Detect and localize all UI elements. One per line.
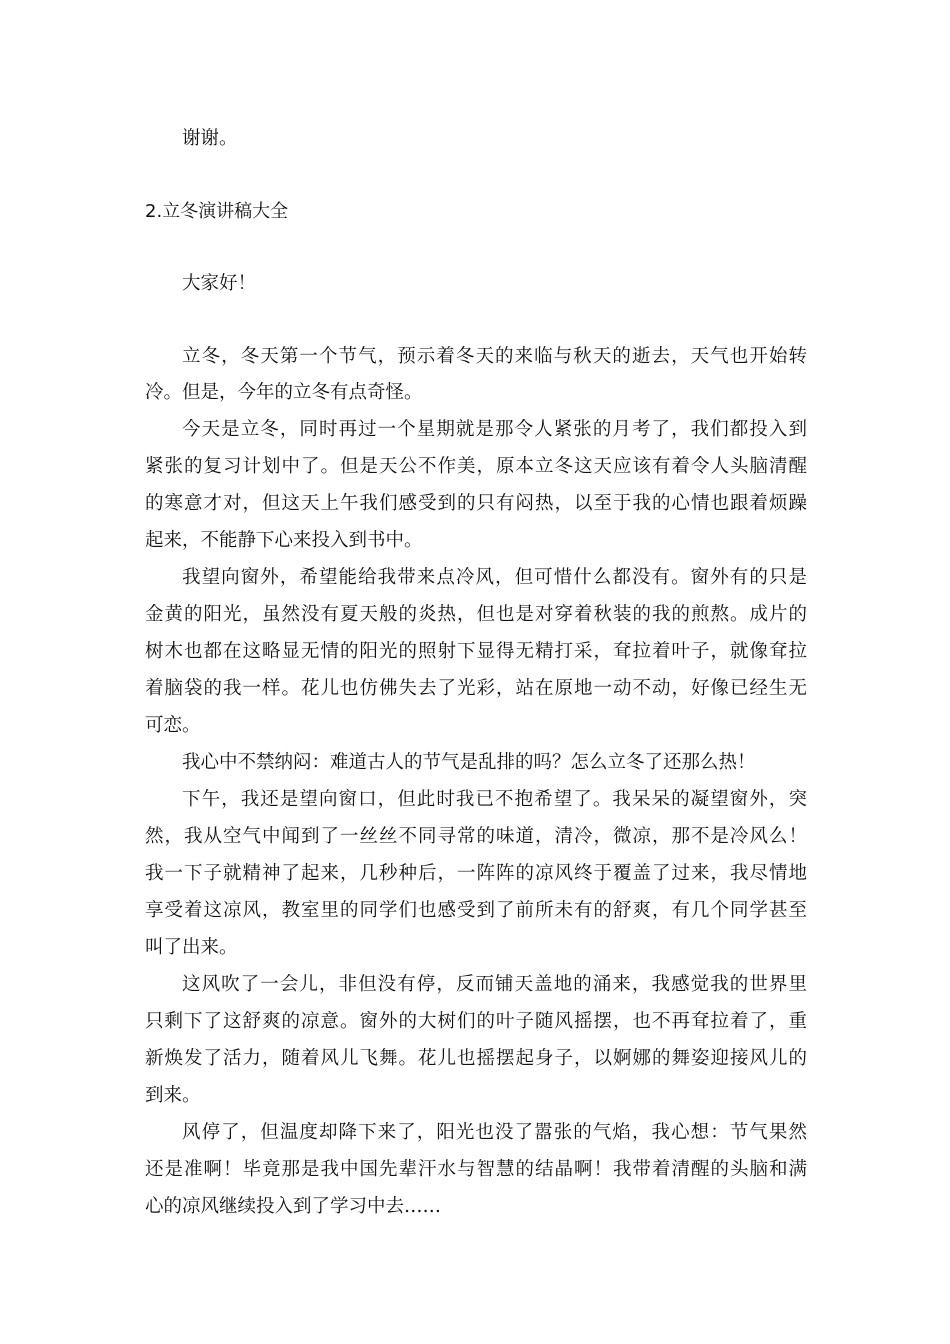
paragraph-line: 新焕发了活力，随着风儿飞舞。花儿也摇摆起身子，以婀娜的舞姿迎接风儿的 [145,1048,807,1069]
section-title: 2.立冬演讲稿大全 [145,201,289,222]
paragraph-line: 我望向窗外，希望能给我带来点冷风，但可惜什么都没有。窗外有的只是 [182,567,807,588]
paragraph-line: 今天是立冬，同时再过一个星期就是那令人紧张的月考了，我们都投入到 [182,419,807,440]
greeting-text: 大家好！ [182,273,257,294]
paragraph-line: 冷。但是，今年的立冬有点奇怪。 [145,382,423,403]
paragraph-line: 我心中不禁纳闷：难道古人的节气是乱排的吗？怎么立冬了还那么热！ [182,752,756,773]
paragraph-line: 着脑袋的我一样。花儿也仿佛失去了光彩，站在原地一动不动，好像已经生无 [145,678,807,699]
paragraph-line: 叫了出来。 [145,937,238,958]
paragraph-line: 可恋。 [145,715,201,736]
paragraph-line: 紧张的复习计划中了。但是天公不作美，原本立冬这天应该有着令人头脑清醒 [145,456,807,477]
paragraph-line: 然，我从空气中闻到了一丝丝不同寻常的味道，清冷，微凉，那不是冷风么！ [145,826,807,847]
paragraph-line: 享受着这凉风，教室里的同学们也感受到了前所未有的舒爽，有几个同学甚至 [145,900,807,921]
paragraph-line: 起来，不能静下心来投入到书中。 [145,530,423,551]
paragraph-line: 到来。 [145,1085,201,1106]
paragraph-line: 我一下子就精神了起来，几秒种后，一阵阵的凉风终于覆盖了过来，我尽情地 [145,863,807,884]
paragraph-line: 只剩下了这舒爽的凉意。窗外的大树们的叶子随风摇摆，也不再耷拉着了，重 [145,1011,807,1032]
paragraph-line: 这风吹了一会儿，非但没有停，反而铺天盖地的涌来，我感觉我的世界里 [182,974,807,995]
paragraph-line: 心的凉风继续投入到了学习中去…… [145,1196,442,1217]
paragraph-line: 树木也都在这略显无情的阳光的照射下显得无精打采，耷拉着叶子，就像耷拉 [145,641,807,662]
closing-text: 谢谢。 [182,128,238,149]
paragraph-line: 下午，我还是望向窗口，但此时我已不抱希望了。我呆呆的凝望窗外，突 [182,789,807,810]
paragraph-line: 风停了，但温度却降下来了，阳光也没了嚣张的气焰，我心想：节气果然 [182,1122,807,1143]
paragraph-line: 金黄的阳光，虽然没有夏天般的炎热，但也是对穿着秋装的我的煎熬。成片的 [145,604,807,625]
paragraph-line: 的寒意才对，但这天上午我们感受到的只有闷热，以至于我的心情也跟着烦躁 [145,493,807,514]
paragraph-line: 还是准啊！毕竟那是我中国先辈汗水与智慧的结晶啊！我带着清醒的头脑和满 [145,1159,807,1180]
paragraph-line: 立冬，冬天第一个节气，预示着冬天的来临与秋天的逝去，天气也开始转 [182,346,807,367]
